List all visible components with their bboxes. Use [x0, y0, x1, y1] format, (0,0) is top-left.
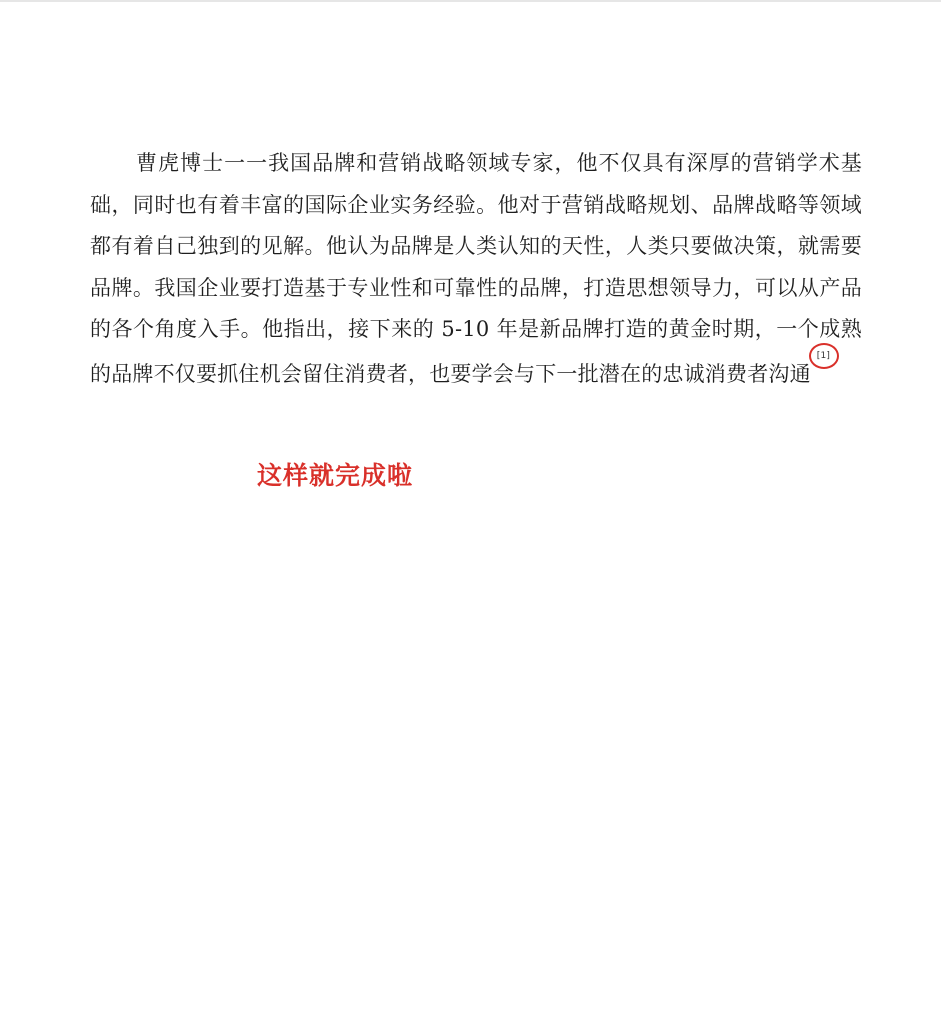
- completion-annotation: 这样就完成啦: [257, 461, 414, 490]
- highlight-circle: [809, 343, 839, 369]
- body-paragraph: [90, 143, 862, 395]
- paragraph-text: 曹虎博士一一我国品牌和营销战略领域专家，他不仅具有深厚的营销学术基础，同时也有着丰富的国际企业实务经验。他对于营销战略规划、品牌战略等领域都有着自己独到的见解。他认为品牌是人类认知的天性，人类只要做决策，就需要品牌。我国企业要打造基于专业性和可靠性的品牌，打造思想领导力，可以从产品的各个角度入手。他指出，接下来的 5-10 年是新品牌打造的黄金时期，一个成熟的品牌不仅要抓住机会留住消费者，也要学会与下一批潜在的忠诚消费者沟通: [90, 151, 862, 386]
- citation-reference: [811, 351, 835, 371]
- citation-marker: [1]: [816, 350, 831, 361]
